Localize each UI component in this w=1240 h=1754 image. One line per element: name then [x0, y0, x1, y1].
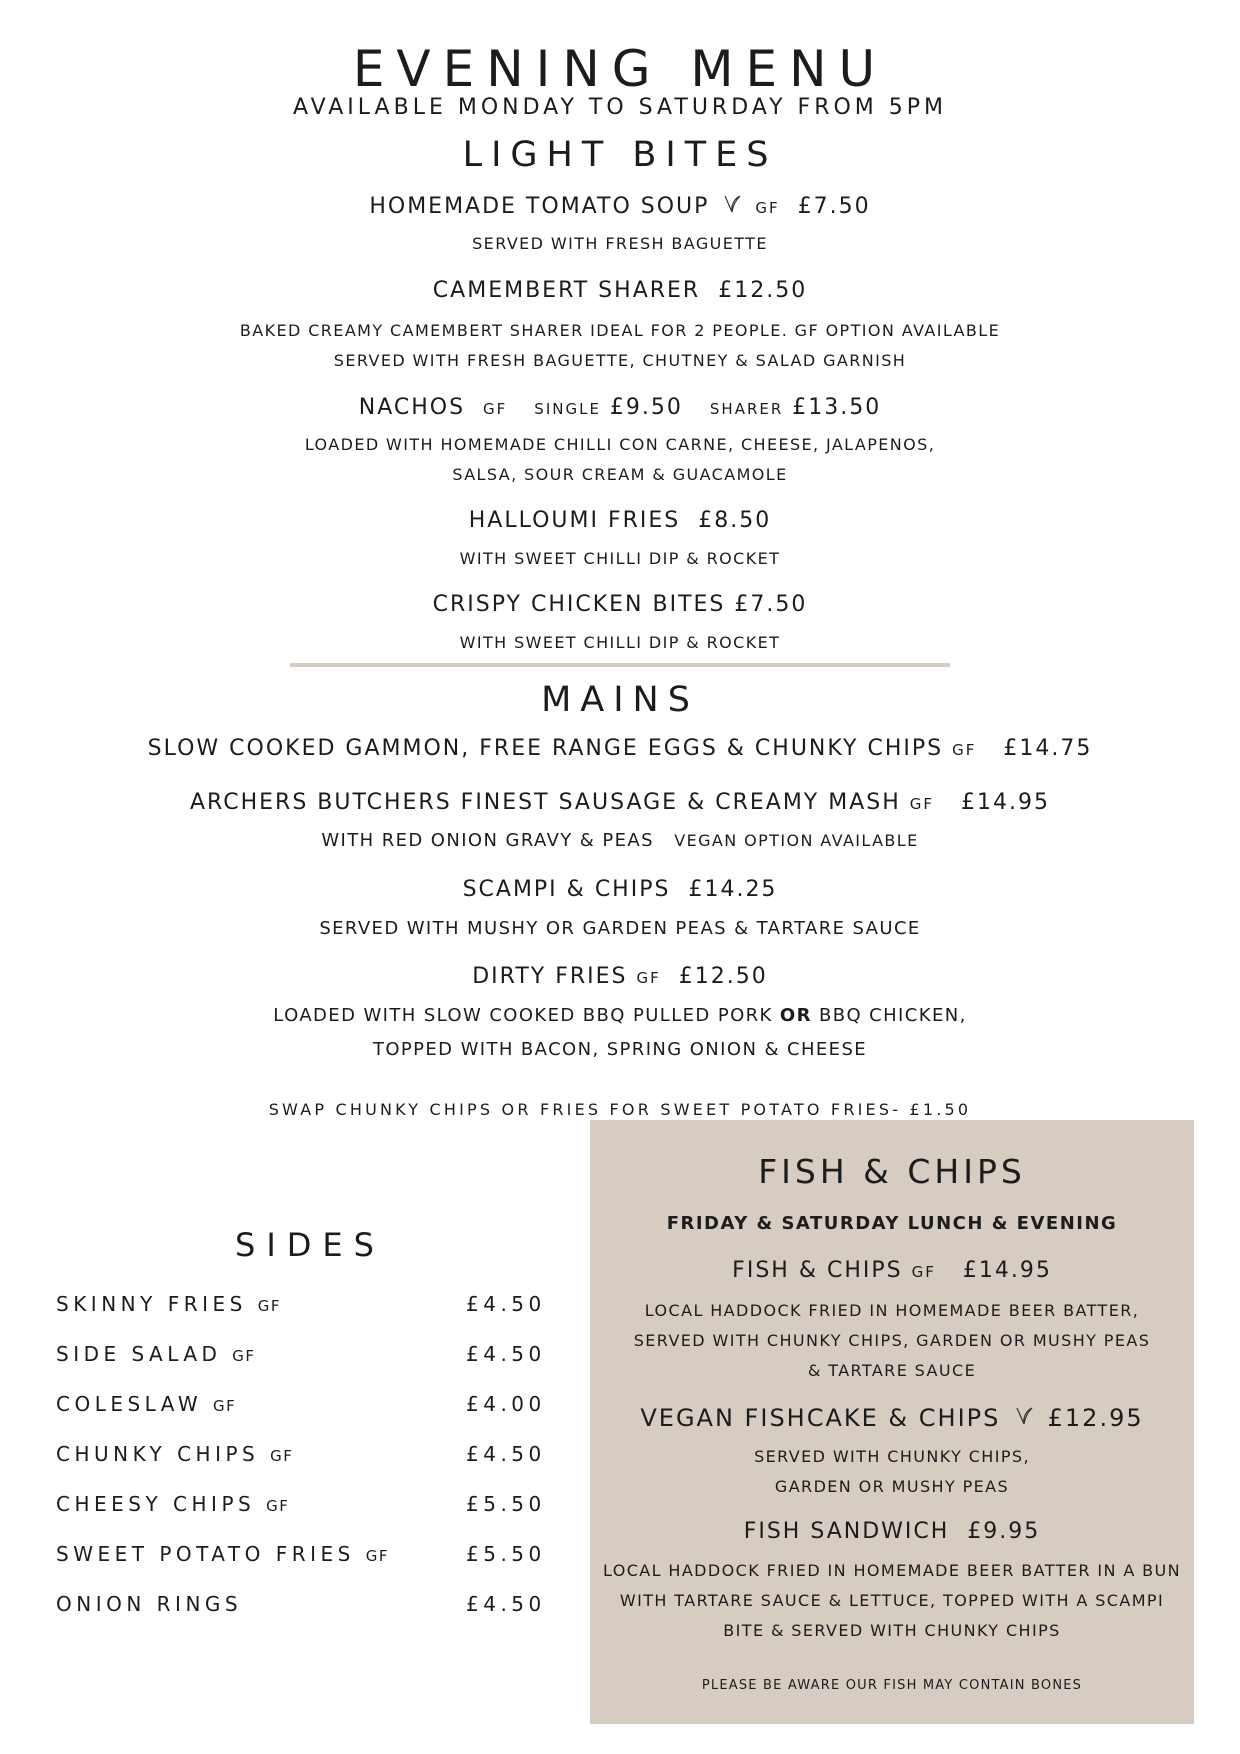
camembert-desc-2: SERVED WITH FRESH BAGUETTE, CHUTNEY & SALAD GARNISH — [333, 351, 907, 370]
side-item-price: £5.50 — [466, 1542, 546, 1566]
camembert-price: £12.50 — [718, 278, 808, 303]
sausage-line — [0, 790, 1240, 815]
side-item-name: SIDE SALAD — [56, 1342, 222, 1366]
fish-chips-price: £14.95 — [962, 1258, 1052, 1283]
sausage-name: ARCHERS BUTCHERS FINEST SAUSAGE & CREAMY MASH — [189, 790, 901, 815]
mains-heading: MAINS — [541, 680, 699, 720]
soup-desc: SERVED WITH FRESH BAGUETTE — [472, 234, 768, 253]
chicken-price: £7.50 — [734, 592, 808, 617]
side-item-name: CHEESY CHIPS — [56, 1492, 256, 1516]
side-item-price: £4.50 — [466, 1292, 546, 1316]
halloumi-desc: WITH SWEET CHILLI DIP & ROCKET — [459, 549, 781, 568]
fish-chips-desc-2: SERVED WITH CHUNKY CHIPS, GARDEN OR MUSHY PEAS — [633, 1331, 1151, 1350]
side-item — [56, 1592, 546, 1616]
dirty-fries-or: OR — [779, 1005, 812, 1026]
dirty-fries-line — [0, 964, 1240, 989]
side-item-gf: GF — [365, 1547, 389, 1565]
nachos-line — [0, 395, 1240, 420]
side-item-name: ONION RINGS — [56, 1592, 243, 1616]
scampi-name: SCAMPI & CHIPS — [462, 877, 671, 902]
side-item — [56, 1392, 546, 1416]
sausage-desc: WITH RED ONION GRAVY & PEAS — [321, 830, 654, 851]
side-item-name: SKINNY FRIES — [56, 1292, 247, 1316]
chicken-line — [0, 592, 1240, 617]
soup-name: HOMEMADE TOMATO SOUP — [369, 194, 710, 219]
side-item-name: COLESLAW — [56, 1392, 203, 1416]
fish-heading: FISH & CHIPS — [758, 1152, 1026, 1191]
fish-sandwich-line — [590, 1519, 1194, 1544]
gammon-price: £14.75 — [1003, 736, 1093, 761]
dirty-fries-desc-b: BBQ CHICKEN, — [818, 1005, 967, 1026]
fishcake-name: VEGAN FISHCAKE & CHIPS — [640, 1404, 1001, 1432]
nachos-gf: GF — [483, 400, 508, 418]
nachos-desc-2: SALSA, SOUR CREAM & GUACAMOLE — [452, 465, 788, 484]
camembert-line — [0, 278, 1240, 303]
nachos-sharer-price: £13.50 — [792, 395, 882, 420]
sausage-gf: GF — [909, 795, 935, 813]
fish-chips-line — [590, 1258, 1194, 1283]
side-item-price: £4.50 — [466, 1592, 546, 1616]
gammon-gf: GF — [952, 741, 977, 759]
side-item-gf: GF — [232, 1347, 256, 1365]
fishcake-desc-1: SERVED WITH CHUNKY CHIPS, — [754, 1447, 1030, 1466]
side-item-gf: GF — [270, 1447, 294, 1465]
fish-sandwich-desc-1: LOCAL HADDOCK FRIED IN HOMEMADE BEER BATTER IN A BUN — [602, 1561, 1182, 1580]
fish-sandwich-desc-3: BITE & SERVED WITH CHUNKY CHIPS — [723, 1621, 1061, 1640]
side-item-price: £4.00 — [466, 1392, 546, 1416]
side-item-gf: GF — [213, 1397, 237, 1415]
side-item — [56, 1542, 546, 1566]
side-item-gf: GF — [257, 1297, 281, 1315]
menu-subtitle: AVAILABLE MONDAY TO SATURDAY FROM 5PM — [292, 95, 948, 120]
sausage-vegan-note: VEGAN OPTION AVAILABLE — [674, 831, 919, 850]
section-divider — [290, 663, 950, 667]
soup-price: £7.50 — [797, 194, 871, 219]
side-item — [56, 1292, 546, 1316]
side-item — [56, 1492, 546, 1516]
side-item-name: SWEET POTATO FRIES — [56, 1542, 355, 1566]
halloumi-line — [0, 508, 1240, 533]
dirty-fries-desc-2: TOPPED WITH BACON, SPRING ONION & CHEESE — [372, 1039, 868, 1060]
fish-chips-desc-1: LOCAL HADDOCK FRIED IN HOMEMADE BEER BATTER, — [644, 1301, 1140, 1320]
nachos-sharer-label: SHARER — [709, 400, 784, 418]
fish-sandwich-price: £9.95 — [967, 1519, 1041, 1544]
dirty-fries-desc-a: LOADED WITH SLOW COOKED BBQ PULLED PORK — [273, 1005, 773, 1026]
chicken-desc: WITH SWEET CHILLI DIP & ROCKET — [459, 633, 781, 652]
bones-note: PLEASE BE AWARE OUR FISH MAY CONTAIN BONES — [701, 1678, 1083, 1693]
side-item-price: £4.50 — [466, 1442, 546, 1466]
leaf-icon — [722, 193, 742, 221]
side-item — [56, 1442, 546, 1466]
sausage-price: £14.95 — [961, 790, 1050, 815]
fishcake-desc-2: GARDEN OR MUSHY PEAS — [774, 1477, 1010, 1496]
camembert-desc-1: BAKED CREAMY CAMEMBERT SHARER IDEAL FOR 2 PEOPLE. GF OPTION AVAILABLE — [239, 321, 1001, 340]
scampi-desc: SERVED WITH MUSHY OR GARDEN PEAS & TARTARE SAUCE — [319, 918, 921, 939]
fishcake-price: £12.95 — [1047, 1404, 1144, 1432]
leaf-icon — [1014, 1405, 1034, 1433]
nachos-name: NACHOS — [358, 395, 466, 420]
side-item — [56, 1342, 546, 1366]
side-item-gf: GF — [266, 1497, 290, 1515]
fish-chips-gf: GF — [911, 1263, 936, 1281]
sausage-desc-line — [0, 830, 1240, 851]
chicken-name: CRISPY CHICKEN BITES — [432, 592, 726, 617]
fishcake-line — [590, 1404, 1194, 1433]
halloumi-name: HALLOUMI FRIES — [468, 508, 681, 533]
swap-note: SWAP CHUNKY CHIPS OR FRIES FOR SWEET POTATO FRIES- £1.50 — [268, 1100, 972, 1119]
side-item-price: £4.50 — [466, 1342, 546, 1366]
nachos-desc-1: LOADED WITH HOMEMADE CHILLI CON CARNE, CHEESE, JALAPENOS, — [304, 435, 936, 454]
fish-and-chips-panel — [590, 1120, 1194, 1724]
gammon-name: SLOW COOKED GAMMON, FREE RANGE EGGS & CHUNKY CHIPS — [147, 736, 944, 761]
nachos-single-label: SINGLE — [534, 400, 601, 418]
dirty-fries-name: DIRTY FRIES — [472, 964, 628, 989]
dirty-fries-price: £12.50 — [678, 964, 768, 989]
scampi-price: £14.25 — [688, 877, 778, 902]
fish-chips-desc-3: & TARTARE SAUCE — [807, 1361, 977, 1380]
soup-line — [0, 193, 1240, 221]
nachos-single-price: £9.50 — [609, 395, 683, 420]
dirty-fries-gf: GF — [636, 969, 661, 987]
light-bites-heading: LIGHT BITES — [462, 135, 778, 175]
sides-heading: SIDES — [235, 1226, 385, 1264]
fish-availability: FRIDAY & SATURDAY LUNCH & EVENING — [666, 1213, 1118, 1234]
side-item-price: £5.50 — [466, 1492, 546, 1516]
soup-gf: GF — [755, 199, 780, 217]
halloumi-price: £8.50 — [698, 508, 772, 533]
fish-sandwich-name: FISH SANDWICH — [743, 1519, 950, 1544]
fish-sandwich-desc-2: WITH TARTARE SAUCE & LETTUCE, TOPPED WITH A SCAMPI — [619, 1591, 1165, 1610]
camembert-name: CAMEMBERT SHARER — [432, 278, 701, 303]
side-item-name: CHUNKY CHIPS — [56, 1442, 260, 1466]
scampi-line — [0, 877, 1240, 902]
menu-title: EVENING MENU — [352, 40, 888, 98]
dirty-fries-desc-1 — [0, 1005, 1240, 1026]
gammon-line — [0, 736, 1240, 761]
fish-chips-name: FISH & CHIPS — [732, 1258, 903, 1283]
